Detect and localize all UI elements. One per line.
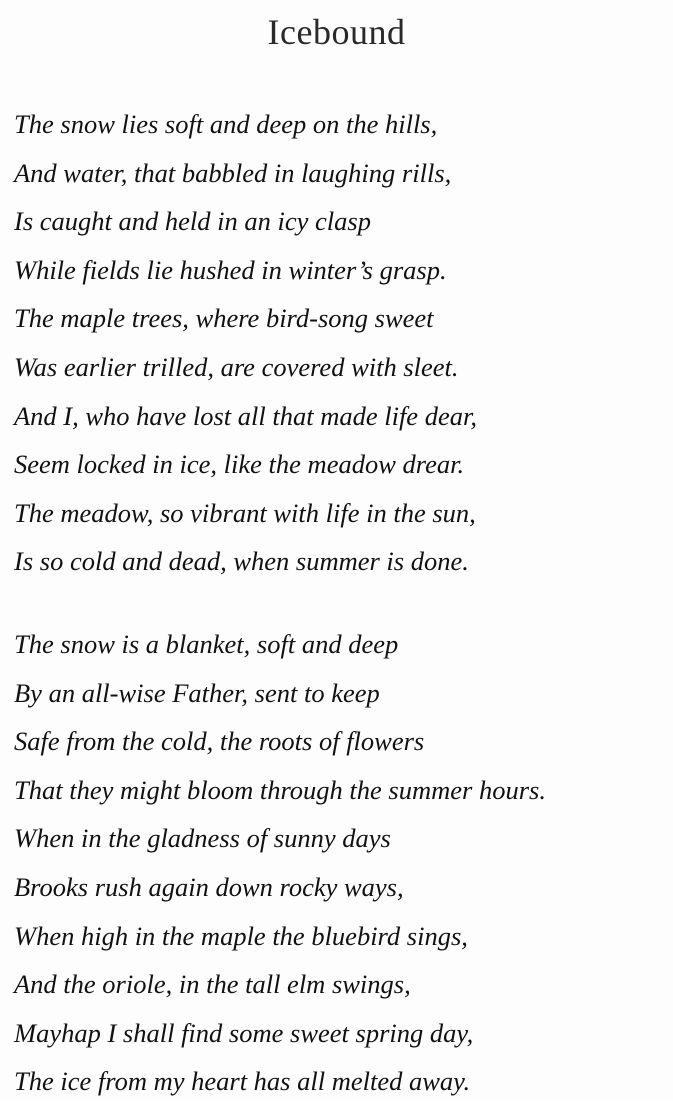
poem-title: Icebound (267, 12, 406, 52)
poem-line: The ice from my heart has all melted away. (14, 1066, 471, 1097)
poem-line: Seem locked in ice, like the meadow drear. (14, 449, 465, 480)
poem-line: And water, that babbled in laughing rills, (14, 157, 452, 188)
stanza-1 (14, 100, 477, 586)
poem-line: Safe from the cold, the roots of flowers (14, 726, 425, 757)
poem-line: When in the gladness of sunny days (14, 823, 391, 854)
poem-line: The maple trees, where bird-song sweet (14, 303, 434, 334)
poem-line: The snow is a blanket, soft and deep (14, 629, 399, 659)
poem-line: By an all-wise Father, sent to keep (14, 677, 380, 708)
poem-line: Mayhap I shall find some sweet spring day, (14, 1017, 474, 1048)
poem-line: Is so cold and dead, when summer is done. (14, 546, 469, 577)
poem-line: Is caught and held in an icy clasp (14, 206, 371, 237)
poem-line: The snow lies soft and deep on the hills, (14, 109, 438, 139)
poem-line: That they might bloom through the summer hours. (14, 774, 546, 805)
poem-line: Brooks rush again down rocky ways, (14, 871, 404, 902)
poem-line: The meadow, so vibrant with life in the sun, (14, 497, 476, 528)
poem-line: And the oriole, in the tall elm swings, (14, 969, 411, 1000)
poem-line: And I, who have lost all that made life dear, (14, 400, 477, 431)
poem-line: When high in the maple the bluebird sings, (14, 920, 468, 951)
stanza-2 (14, 620, 546, 1106)
poem-line: While fields lie hushed in winter’s grasp. (14, 254, 447, 285)
poem-line: Was earlier trilled, are covered with sleet. (14, 351, 459, 382)
